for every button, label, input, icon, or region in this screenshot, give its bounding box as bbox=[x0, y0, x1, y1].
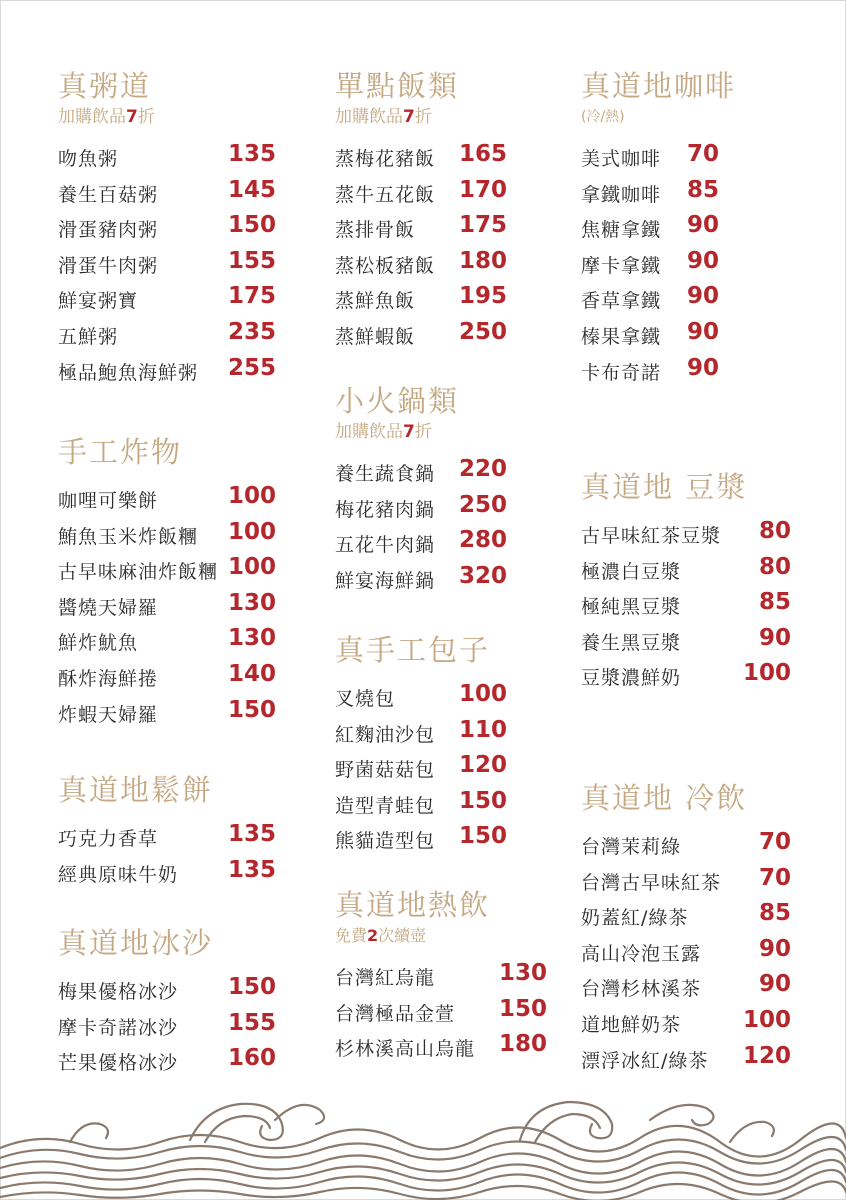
menu-item-name: 極濃白豆漿 bbox=[581, 560, 682, 583]
menu-item bbox=[335, 211, 507, 247]
menu-item-name: 蒸排骨飯 bbox=[335, 219, 416, 242]
menu-item-name: 漂浮冰紅/綠茶 bbox=[581, 1049, 709, 1072]
menu-item-name: 五鮮粥 bbox=[58, 325, 119, 348]
section-title: 真道地咖啡 bbox=[581, 69, 737, 103]
menu-item-price: 90 bbox=[686, 318, 719, 345]
menu-item bbox=[58, 282, 276, 318]
section-title: 真道地冰沙 bbox=[58, 926, 214, 960]
menu-item-name: 蒸牛五花飯 bbox=[335, 183, 436, 206]
menu-item-price: 90 bbox=[686, 247, 719, 274]
ocean-wave-pattern-icon bbox=[0, 1080, 846, 1200]
menu-item bbox=[58, 660, 276, 696]
menu-section-fried bbox=[58, 434, 276, 731]
menu-item bbox=[581, 318, 719, 354]
menu-section-hot-drinks bbox=[335, 887, 547, 1066]
menu-item-name: 高山冷泡玉露 bbox=[581, 942, 702, 965]
menu-item bbox=[58, 211, 276, 247]
menu-item-price: 130 bbox=[227, 625, 276, 652]
menu-item-price: 90 bbox=[686, 354, 719, 381]
menu-item bbox=[581, 1042, 791, 1078]
menu-item-name: 焦糖拿鐵 bbox=[581, 219, 662, 242]
menu-item bbox=[581, 282, 719, 318]
menu-item bbox=[581, 588, 791, 624]
menu-item bbox=[581, 828, 791, 864]
menu-item-name: 香草拿鐵 bbox=[581, 290, 662, 313]
item-list bbox=[58, 482, 276, 731]
menu-item-price: 155 bbox=[227, 247, 276, 274]
menu-item bbox=[58, 589, 276, 625]
menu-item-price: 280 bbox=[458, 527, 507, 554]
menu-item bbox=[335, 959, 547, 995]
menu-item-name: 摩卡奇諾冰沙 bbox=[58, 1016, 179, 1039]
menu-item-price: 90 bbox=[686, 283, 719, 310]
menu-item-price: 80 bbox=[758, 553, 791, 580]
menu-item-name: 鮮宴粥寶 bbox=[58, 290, 139, 313]
menu-item-name: 鮮宴海鮮鍋 bbox=[335, 569, 436, 592]
menu-item-price: 130 bbox=[498, 960, 547, 986]
menu-item bbox=[581, 1006, 791, 1042]
menu-item-price: 135 bbox=[227, 856, 276, 883]
menu-item bbox=[335, 455, 507, 491]
menu-item bbox=[581, 247, 719, 283]
menu-item bbox=[58, 176, 276, 212]
menu-item-price: 145 bbox=[227, 176, 276, 203]
menu-item-price: 180 bbox=[458, 247, 507, 274]
menu-item bbox=[58, 318, 276, 354]
section-title: 真手工包子 bbox=[335, 633, 491, 667]
menu-item-name: 拿鐵咖啡 bbox=[581, 183, 662, 206]
section-subtitle: 加購飲品7折 bbox=[58, 107, 155, 127]
menu-item-name: 蒸梅花豬飯 bbox=[335, 148, 436, 170]
menu-item-price: 150 bbox=[227, 212, 276, 239]
menu-item-price: 90 bbox=[758, 624, 791, 651]
menu-item-price: 150 bbox=[227, 696, 276, 723]
menu-item-name: 極品鮑魚海鮮粥 bbox=[58, 361, 199, 384]
menu-item bbox=[58, 820, 276, 856]
menu-item bbox=[581, 864, 791, 900]
menu-item-name: 台灣紅烏龍 bbox=[335, 967, 436, 989]
menu-item-price: 100 bbox=[227, 554, 276, 581]
menu-item bbox=[58, 1009, 276, 1045]
item-list bbox=[335, 455, 507, 597]
menu-section-smoothie bbox=[58, 925, 276, 1080]
item-list bbox=[581, 828, 791, 1077]
menu-item bbox=[335, 318, 507, 354]
menu-item-price: 150 bbox=[458, 823, 507, 850]
menu-item-price: 80 bbox=[758, 518, 791, 544]
menu-item-price: 135 bbox=[227, 141, 276, 167]
menu-item-name: 豆漿濃鮮奶 bbox=[581, 667, 682, 690]
menu-item-name: 咖哩可樂餅 bbox=[58, 490, 159, 512]
item-list bbox=[335, 959, 547, 1066]
menu-item-name: 台灣極品金萱 bbox=[335, 1002, 456, 1025]
menu-item bbox=[335, 282, 507, 318]
menu-item-price: 320 bbox=[458, 562, 507, 589]
menu-item-name: 叉燒包 bbox=[335, 688, 396, 710]
menu-item bbox=[58, 354, 276, 390]
menu-item bbox=[58, 247, 276, 283]
menu-item-price: 100 bbox=[227, 518, 276, 545]
menu-item bbox=[581, 935, 791, 971]
menu-item-price: 155 bbox=[227, 1009, 276, 1036]
menu-item-name: 野菌菇菇包 bbox=[335, 759, 436, 782]
menu-item bbox=[335, 491, 507, 527]
menu-item-price: 150 bbox=[227, 974, 276, 1000]
menu-item-price: 250 bbox=[458, 318, 507, 345]
menu-item-price: 100 bbox=[742, 660, 791, 687]
section-title: 單點飯類 bbox=[335, 69, 460, 103]
menu-item-name: 古早味麻油炸飯糰 bbox=[58, 561, 219, 584]
menu-section-coffee bbox=[581, 68, 737, 389]
menu-item-name: 台灣古早味紅茶 bbox=[581, 871, 722, 894]
menu-item-name: 道地鮮奶茶 bbox=[581, 1013, 682, 1036]
menu-item-name: 杉林溪高山烏龍 bbox=[335, 1038, 476, 1061]
menu-item bbox=[581, 659, 791, 695]
menu-item bbox=[335, 995, 547, 1031]
menu-item-price: 70 bbox=[758, 864, 791, 891]
menu-item-name: 極純黑豆漿 bbox=[581, 596, 682, 619]
menu-item-price: 250 bbox=[458, 491, 507, 518]
menu-item-name: 經典原味牛奶 bbox=[58, 863, 179, 886]
menu-item-name: 梅花豬肉鍋 bbox=[335, 498, 436, 521]
item-list bbox=[58, 973, 276, 1080]
menu-item-name: 醬燒天婦羅 bbox=[58, 596, 159, 619]
menu-item-name: 酥炸海鮮捲 bbox=[58, 667, 159, 690]
menu-item-name: 摩卡拿鐵 bbox=[581, 254, 662, 277]
menu-item bbox=[581, 899, 791, 935]
menu-section-hotpot bbox=[335, 383, 507, 597]
menu-item-name: 巧克力香草 bbox=[58, 828, 159, 850]
menu-item-name: 養生百菇粥 bbox=[58, 183, 159, 206]
menu-item-price: 255 bbox=[227, 354, 276, 381]
menu-item-name: 奶蓋紅/綠茶 bbox=[581, 907, 689, 930]
menu-section-congee bbox=[58, 68, 276, 389]
menu-item bbox=[335, 176, 507, 212]
item-list bbox=[58, 820, 276, 891]
menu-item-name: 蒸鮮蝦飯 bbox=[335, 325, 416, 348]
menu-item-name: 卡布奇諾 bbox=[581, 361, 662, 384]
menu-item bbox=[335, 751, 507, 787]
menu-item-price: 235 bbox=[227, 318, 276, 345]
menu-item bbox=[58, 1044, 276, 1080]
menu-item bbox=[581, 624, 791, 660]
menu-item bbox=[58, 973, 276, 1009]
menu-item bbox=[58, 856, 276, 892]
section-title: 小火鍋類 bbox=[335, 384, 460, 418]
menu-item-price: 90 bbox=[758, 935, 791, 962]
menu-item-name: 紅麴油沙包 bbox=[335, 723, 436, 746]
menu-item-price: 140 bbox=[227, 660, 276, 687]
item-list bbox=[58, 140, 276, 389]
menu-item-price: 90 bbox=[686, 212, 719, 239]
menu-item-name: 梅果優格冰沙 bbox=[58, 981, 179, 1003]
menu-item bbox=[335, 526, 507, 562]
menu-item-price: 85 bbox=[758, 589, 791, 616]
menu-item-name: 榛果拿鐵 bbox=[581, 325, 662, 348]
menu-item bbox=[335, 140, 507, 176]
section-title: 真道地熱飲 bbox=[335, 888, 491, 922]
menu-item-price: 175 bbox=[458, 212, 507, 239]
menu-item bbox=[335, 1030, 547, 1066]
menu-item-name: 鮮炸魷魚 bbox=[58, 632, 139, 655]
menu-item bbox=[58, 140, 276, 176]
menu-item bbox=[58, 518, 276, 554]
menu-item-price: 70 bbox=[686, 141, 719, 167]
menu-section-rice bbox=[335, 68, 507, 354]
menu-item-name: 養生蔬食鍋 bbox=[335, 463, 436, 485]
menu-item bbox=[335, 680, 507, 716]
menu-item bbox=[335, 247, 507, 283]
menu-item-price: 135 bbox=[227, 821, 276, 847]
menu-section-soymilk bbox=[581, 469, 791, 695]
menu-item bbox=[335, 562, 507, 598]
menu-item-price: 100 bbox=[742, 1006, 791, 1033]
menu-item bbox=[335, 787, 507, 823]
menu-item bbox=[581, 211, 719, 247]
menu-item-price: 195 bbox=[458, 283, 507, 310]
menu-item-name: 台灣杉林溪茶 bbox=[581, 978, 702, 1001]
menu-item-price: 130 bbox=[227, 589, 276, 616]
item-list bbox=[335, 140, 507, 354]
section-title: 真道地 豆漿 bbox=[581, 470, 748, 504]
section-title: 真粥道 bbox=[58, 69, 152, 103]
menu-item-name: 炸蝦天婦羅 bbox=[58, 703, 159, 726]
item-list bbox=[335, 680, 507, 858]
item-list bbox=[581, 140, 719, 389]
item-list bbox=[581, 517, 791, 695]
menu-item bbox=[581, 970, 791, 1006]
menu-item-name: 滑蛋牛肉粥 bbox=[58, 254, 159, 277]
menu-item bbox=[58, 624, 276, 660]
section-subtitle: 免費2次續壺 bbox=[335, 926, 427, 945]
menu-item-price: 100 bbox=[458, 681, 507, 707]
menu-item-name: 蒸鮮魚飯 bbox=[335, 290, 416, 313]
menu-item-price: 160 bbox=[227, 1045, 276, 1072]
menu-item-name: 蒸松板豬飯 bbox=[335, 254, 436, 277]
menu-item-price: 85 bbox=[686, 176, 719, 203]
menu-item-name: 美式咖啡 bbox=[581, 148, 662, 170]
menu-item bbox=[335, 822, 507, 858]
menu-item bbox=[581, 517, 791, 553]
section-title: 手工炸物 bbox=[58, 435, 183, 469]
menu-item-name: 古早味紅茶豆漿 bbox=[581, 525, 722, 547]
menu-item-name: 造型青蛙包 bbox=[335, 794, 436, 817]
menu-section-buns bbox=[335, 632, 507, 858]
menu-item bbox=[58, 482, 276, 518]
menu-item-price: 85 bbox=[758, 900, 791, 927]
menu-item-price: 120 bbox=[458, 752, 507, 779]
menu-item-price: 150 bbox=[498, 995, 547, 1022]
menu-item-price: 180 bbox=[498, 1031, 547, 1058]
section-title: 真道地鬆餅 bbox=[58, 773, 214, 807]
menu-item-name: 吻魚粥 bbox=[58, 148, 119, 170]
menu-item-price: 175 bbox=[227, 283, 276, 310]
menu-item-name: 滑蛋豬肉粥 bbox=[58, 219, 159, 242]
menu-item-name: 台灣茉莉綠 bbox=[581, 836, 682, 858]
menu-item bbox=[581, 176, 719, 212]
menu-item bbox=[581, 553, 791, 589]
menu-item-price: 220 bbox=[458, 456, 507, 482]
menu-item-name: 養生黑豆漿 bbox=[581, 631, 682, 654]
section-title: 真道地 冷飲 bbox=[581, 781, 748, 815]
menu-item bbox=[58, 696, 276, 732]
menu-item-price: 120 bbox=[742, 1042, 791, 1069]
menu-item bbox=[58, 553, 276, 589]
section-subtitle: 加購飲品7折 bbox=[335, 422, 432, 442]
menu-section-cold-drinks bbox=[581, 780, 791, 1077]
menu-item-name: 五花牛肉鍋 bbox=[335, 534, 436, 557]
menu-item-price: 150 bbox=[458, 787, 507, 814]
menu-item bbox=[581, 354, 719, 390]
section-subtitle: (冷/熱) bbox=[581, 109, 625, 125]
menu-item-price: 170 bbox=[458, 176, 507, 203]
menu-item-price: 165 bbox=[458, 141, 507, 167]
menu-item bbox=[581, 140, 719, 176]
menu-item-price: 110 bbox=[458, 716, 507, 743]
menu-item-name: 芒果優格冰沙 bbox=[58, 1052, 179, 1075]
menu-item-price: 70 bbox=[758, 829, 791, 855]
menu-item-price: 100 bbox=[227, 483, 276, 509]
menu-item-name: 鮪魚玉米炸飯糰 bbox=[58, 525, 199, 548]
menu-item-price: 90 bbox=[758, 971, 791, 998]
menu-section-waffle bbox=[58, 772, 276, 891]
menu-item bbox=[335, 716, 507, 752]
menu-item-name: 熊貓造型包 bbox=[335, 830, 436, 853]
section-subtitle: 加購飲品7折 bbox=[335, 107, 432, 127]
